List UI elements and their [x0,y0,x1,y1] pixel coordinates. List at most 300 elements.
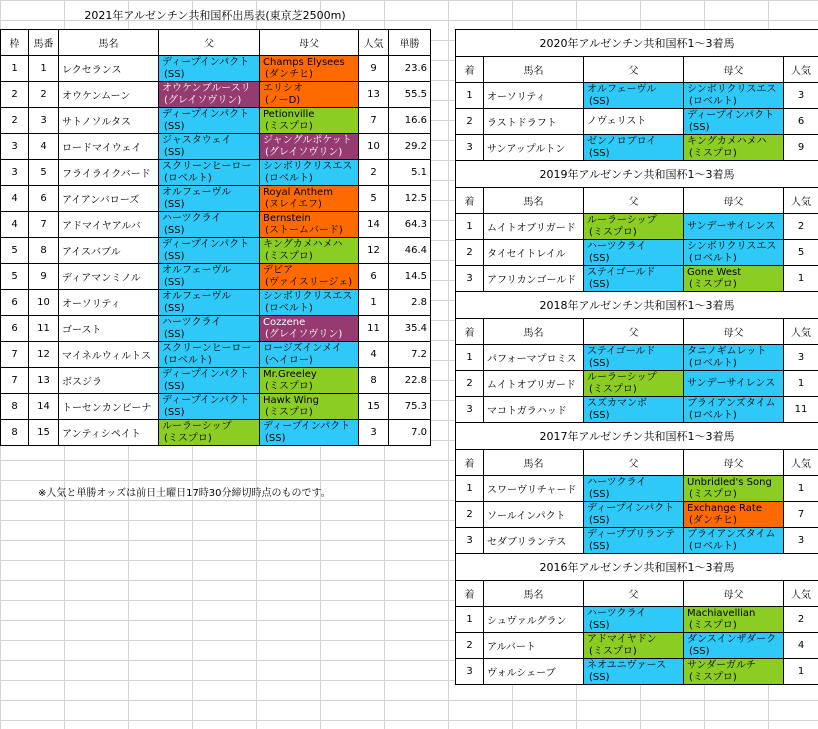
sire-cell [584,607,684,633]
past-header-row [456,581,818,607]
win-odds-cell: 46.4 [389,238,431,264]
past-header-horse-name: 馬名 [484,319,584,345]
broodmare-sire-cell [684,214,784,240]
sire-cell [159,368,260,394]
broodmare-sire-cell-line2: (ミスプロ) [689,671,737,683]
umaban-cell: 3 [29,108,59,134]
sire-cell-line2: (SS) [589,540,610,552]
finish-cell: 1 [456,476,484,502]
sire-cell [159,134,260,160]
entry-row [1,134,431,160]
year-title-row [456,423,818,450]
win-odds-cell: 23.6 [389,56,431,82]
sire-cell-line2: (SS) [164,224,185,236]
broodmare-sire-cell-line1: ダンスインザダーク [687,633,777,645]
broodmare-sire-cell-line1: ジャングルポケット [263,134,352,146]
past-header-sire: 父 [584,57,684,83]
popularity-cell: 3 [359,420,389,446]
sire-cell-line2: (SS) [164,198,185,210]
broodmare-sire-cell-line1: デビア [263,264,293,276]
umaban-cell: 9 [29,264,59,290]
sire-cell [159,264,260,290]
race-card-table [0,29,431,446]
broodmare-sire-cell [684,266,784,292]
broodmare-sire-cell [684,135,784,161]
popularity-cell: 11 [784,397,818,423]
sire-cell-line2: (ミスプロ) [589,383,637,395]
sire-cell-line2: (SS) [589,278,610,290]
race-card-body [1,56,431,446]
sire-cell-line2: (ミスプロ) [589,226,637,238]
year-title: 2017年アルゼンチン共和国杯1〜3着馬 [456,423,818,450]
sire-cell [159,420,260,446]
broodmare-sire-cell-line1: Machiavellian [687,607,756,619]
horse-name-cell: サトノソルタス [59,108,159,134]
umaban-cell: 11 [29,316,59,342]
broodmare-sire-cell-line2: (ミスプロ) [689,147,737,159]
past-header-finish: 着 [456,581,484,607]
horse-name-cell: ディアマンミノル [59,264,159,290]
sire-cell-line2: (SS) [589,357,610,369]
finish-cell: 3 [456,135,484,161]
sire-cell [584,476,684,502]
sire-cell-line2: (SS) [589,252,610,264]
past-header-broodmare-sire: 母父 [684,188,784,214]
year-title: 2019年アルゼンチン共和国杯1〜3着馬 [456,161,818,188]
sire-cell [584,109,684,135]
past-result-row [456,240,818,266]
sire-cell-line2: (SS) [164,68,185,80]
sire-cell-line1: ルーラーシップ [162,420,232,432]
broodmare-sire-cell-line1: シンボリクリスエス [687,240,777,252]
sire-cell-line2: (SS) [164,276,185,288]
sire-cell-line2: (ロベルト) [164,354,212,366]
broodmare-sire-cell [684,345,784,371]
past-result-row [456,83,818,109]
broodmare-sire-cell [684,502,784,528]
past-header-row [456,57,818,83]
sire-cell [159,316,260,342]
header-horse-name: 馬名 [59,30,159,56]
broodmare-sire-cell-line1: Hawk Wing [263,394,319,406]
horse-name-cell: アルバート [484,633,584,659]
broodmare-sire-cell-line1: Unbridled's Song [687,476,772,488]
past-header-popularity: 人気 [784,450,818,476]
past-header-popularity: 人気 [784,319,818,345]
finish-cell: 2 [456,109,484,135]
sire-cell-line2: (SS) [589,619,610,631]
win-odds-cell: 75.3 [389,394,431,420]
sire-cell-line2: (SS) [164,146,185,158]
win-odds-cell: 12.5 [389,186,431,212]
broodmare-sire-cell [260,368,359,394]
horse-name-cell: ムイトオブリガード [484,371,584,397]
popularity-cell: 2 [784,214,818,240]
past-header-row [456,319,818,345]
waku-cell: 5 [1,238,29,264]
header-popularity: 人気 [359,30,389,56]
broodmare-sire-cell-line1: キングカメハメハ [263,238,343,250]
broodmare-sire-cell [260,160,359,186]
sire-cell [159,186,260,212]
waku-cell: 6 [1,290,29,316]
broodmare-sire-cell [684,83,784,109]
horse-name-cell: トーセンカンビーナ [59,394,159,420]
horse-name-cell: マコトガラハッド [484,397,584,423]
sire-cell [584,633,684,659]
popularity-cell: 15 [359,394,389,420]
past-result-row [456,135,818,161]
entry-row [1,108,431,134]
win-odds-cell: 22.8 [389,368,431,394]
popularity-cell: 11 [359,316,389,342]
broodmare-sire-cell-line1: ブライアンズタイム [687,397,776,409]
race-card-header-row [1,30,431,56]
broodmare-sire-cell [260,212,359,238]
broodmare-sire-cell [260,420,359,446]
horse-name-cell: パフォーマプロミス [484,345,584,371]
broodmare-sire-cell [260,134,359,160]
past-result-row [456,109,818,135]
sire-cell-line1: オルフェーヴル [162,186,232,198]
entry-row [1,420,431,446]
broodmare-sire-cell [684,371,784,397]
sire-cell-line2: (SS) [589,147,610,159]
broodmare-sire-cell-line2: (ロベルト) [265,302,313,314]
broodmare-sire-cell-line2: (ロベルト) [689,357,737,369]
umaban-cell: 7 [29,212,59,238]
finish-cell: 3 [456,266,484,292]
sire-cell [584,83,684,109]
win-odds-cell: 7.0 [389,420,431,446]
broodmare-sire-cell-line1: ディープインパクト [687,109,775,121]
broodmare-sire-cell [684,109,784,135]
finish-cell: 3 [456,659,484,685]
waku-cell: 1 [1,56,29,82]
broodmare-sire-cell-line2: (SS) [689,645,710,657]
horse-name-cell: アンティシペイト [59,420,159,446]
broodmare-sire-cell-line2: (ヘイロー) [265,354,313,366]
horse-name-cell: オウケンムーン [59,82,159,108]
header-waku: 枠 [1,30,29,56]
year-title: 2020年アルゼンチン共和国杯1〜3着馬 [456,30,818,57]
past-result-row [456,371,818,397]
entry-row [1,238,431,264]
sire-cell-line1: ディープインパクト [162,394,250,406]
sire-cell-line1: オルフェーヴル [162,264,232,276]
broodmare-sire-cell-line2: (ストームバード) [265,224,343,236]
finish-cell: 2 [456,240,484,266]
horse-name-cell: ゴースト [59,316,159,342]
broodmare-sire-cell-line1: エリシオ [263,82,303,94]
broodmare-sire-cell-line1: Royal Anthem [263,186,333,198]
horse-name-cell: ロードマイウェイ [59,134,159,160]
broodmare-sire-cell-line2: (SS) [689,121,710,133]
broodmare-sire-cell-line1: Petionville [263,108,315,120]
waku-cell: 3 [1,134,29,160]
popularity-cell: 6 [784,109,818,135]
popularity-cell: 1 [784,659,818,685]
broodmare-sire-cell-line2: (ミスプロ) [265,406,313,418]
past-result-row [456,397,818,423]
sire-cell-line1: オルフェーヴル [587,83,657,95]
broodmare-sire-cell [260,264,359,290]
win-odds-cell: 7.2 [389,342,431,368]
broodmare-sire-cell [684,633,784,659]
broodmare-sire-cell [684,659,784,685]
header-win-odds: 単勝 [389,30,431,56]
popularity-cell: 5 [359,186,389,212]
popularity-cell: 9 [359,56,389,82]
sire-cell-line2: (SS) [589,671,610,683]
horse-name-cell: アイアンバローズ [59,186,159,212]
horse-name-cell: オーソリティ [484,83,584,109]
umaban-cell: 13 [29,368,59,394]
waku-cell: 4 [1,212,29,238]
sire-cell [159,212,260,238]
sire-cell-line1: ディープインパクト [162,108,250,120]
broodmare-sire-cell [260,82,359,108]
broodmare-sire-cell-line2: (グレイソヴリン) [265,146,343,158]
popularity-cell: 3 [784,345,818,371]
win-odds-cell: 14.5 [389,264,431,290]
sire-cell-line1: ゼンノロブロイ [587,135,657,147]
sire-cell-line1: オルフェーヴル [162,290,232,302]
broodmare-sire-cell-line1: キングカメハメハ [687,135,767,147]
broodmare-sire-cell-line2: (ダンチヒ) [265,68,313,80]
race-card-title: 2021年アルゼンチン共和国杯出馬表(東京芝2500m) [84,9,346,22]
past-result-row [456,345,818,371]
sire-cell-line1: ディープインパクト [162,56,250,68]
popularity-cell: 4 [359,342,389,368]
finish-cell: 3 [456,397,484,423]
sire-cell [159,108,260,134]
past-header-finish: 着 [456,319,484,345]
popularity-cell: 1 [784,371,818,397]
popularity-cell: 13 [359,82,389,108]
sire-cell-line1: スズカマンボ [587,397,647,409]
entry-row [1,394,431,420]
sire-cell-line1: ネオユニヴァース [587,659,666,671]
sire-cell-line2: (SS) [589,514,610,526]
broodmare-sire-cell-line2: (ロベルト) [689,95,737,107]
sire-cell-line1: ルーラーシップ [587,371,657,383]
popularity-cell: 1 [784,476,818,502]
umaban-cell: 12 [29,342,59,368]
entry-row [1,316,431,342]
broodmare-sire-cell-line2: (ミスプロ) [689,278,737,290]
sire-cell-line1: ハーツクライ [162,316,222,328]
sire-cell [159,82,260,108]
umaban-cell: 5 [29,160,59,186]
popularity-cell: 9 [784,135,818,161]
sire-cell-line1: ディープインパクト [162,238,250,250]
broodmare-sire-cell-line2: (ノーD) [265,94,301,106]
past-results-body [456,30,818,685]
entry-row [1,82,431,108]
waku-cell: 8 [1,394,29,420]
horse-name-cell: アイスバブル [59,238,159,264]
sire-cell [584,528,684,554]
past-header-popularity: 人気 [784,188,818,214]
sire-cell-line1: オウケンブルースリ [162,82,251,94]
sire-cell [159,56,260,82]
year-title: 2016年アルゼンチン共和国杯1〜3着馬 [456,554,818,581]
sire-cell [584,135,684,161]
broodmare-sire-cell-line1: ロージズインメイ [263,342,342,354]
past-header-finish: 着 [456,57,484,83]
past-header-broodmare-sire: 母父 [684,450,784,476]
horse-name-cell: レクセランス [59,56,159,82]
sire-cell-line1: スクリーンヒーロー [162,160,252,172]
past-result-row [456,214,818,240]
sire-cell-line1: ハーツクライ [162,212,222,224]
broodmare-sire-cell [260,316,359,342]
horse-name-cell: シュヴァルグラン [484,607,584,633]
sire-cell-line2: (SS) [164,380,185,392]
entry-row [1,264,431,290]
year-title-row [456,554,818,581]
finish-cell: 1 [456,214,484,240]
win-odds-cell: 55.5 [389,82,431,108]
umaban-cell: 4 [29,134,59,160]
broodmare-sire-cell [260,290,359,316]
umaban-cell: 2 [29,82,59,108]
horse-name-cell: セダブリランテス [484,528,584,554]
sire-cell-line2: (SS) [164,406,185,418]
sire-cell-line1: ディープインパクト [587,502,675,514]
broodmare-sire-cell [684,528,784,554]
broodmare-sire-cell [684,476,784,502]
umaban-cell: 15 [29,420,59,446]
odds-note: ※人気と単勝オッズは前日土曜日17時30分締切時点のものです。 [38,488,331,499]
past-header-sire: 父 [584,450,684,476]
waku-cell: 6 [1,316,29,342]
broodmare-sire-cell-line2: (ミスプロ) [265,250,313,262]
popularity-cell: 2 [359,160,389,186]
broodmare-sire-cell [260,342,359,368]
win-odds-cell: 64.3 [389,212,431,238]
sire-cell-line1: ジャスタウェイ [162,134,232,146]
umaban-cell: 8 [29,238,59,264]
sire-cell-line2: (SS) [164,302,185,314]
past-result-row [456,476,818,502]
entry-row [1,212,431,238]
broodmare-sire-cell-line2: (ロベルト) [689,409,737,421]
sire-cell [584,371,684,397]
sire-cell [159,238,260,264]
popularity-cell: 7 [784,502,818,528]
broodmare-sire-cell-line1: Gone West [687,266,742,278]
waku-cell: 4 [1,186,29,212]
year-title-row [456,161,818,188]
entry-row [1,368,431,394]
past-header-popularity: 人気 [784,57,818,83]
waku-cell: 7 [1,342,29,368]
win-odds-cell: 29.2 [389,134,431,160]
broodmare-sire-cell-line2: (ロベルト) [265,172,313,184]
finish-cell: 1 [456,345,484,371]
horse-name-cell: アフリカンゴールド [484,266,584,292]
sire-cell [159,342,260,368]
broodmare-sire-cell-line1: Bernstein [263,212,311,224]
horse-name-cell: ラストドラフト [484,109,584,135]
sire-cell [584,659,684,685]
year-title: 2018年アルゼンチン共和国杯1〜3着馬 [456,292,818,319]
sire-cell-line2: (ミスプロ) [164,432,212,444]
popularity-cell: 5 [784,240,818,266]
popularity-cell: 2 [784,607,818,633]
broodmare-sire-cell-line2: (ミスプロ) [265,380,313,392]
sire-cell-line1: ディープブリランテ [587,528,676,540]
sire-cell-line2: (ロベルト) [164,172,212,184]
sire-cell-line1: ステイゴールド [587,266,656,278]
popularity-cell: 1 [784,266,818,292]
popularity-cell: 14 [359,212,389,238]
waku-cell: 8 [1,420,29,446]
finish-cell: 2 [456,502,484,528]
broodmare-sire-cell-line1: シンボリクリスエス [263,160,353,172]
finish-cell: 2 [456,371,484,397]
past-result-row [456,633,818,659]
umaban-cell: 14 [29,394,59,420]
broodmare-sire-cell-line2: (SS) [265,432,286,444]
horse-name-cell: ヴォルシェーブ [484,659,584,685]
entry-row [1,160,431,186]
broodmare-sire-cell-line1: サンデーサイレンス [687,377,776,389]
past-header-broodmare-sire: 母父 [684,57,784,83]
broodmare-sire-cell-line2: (ミスプロ) [689,619,737,631]
sire-cell-line1: ルーラーシップ [587,214,657,226]
entry-row [1,56,431,82]
sire-cell-line2: (ミスプロ) [589,645,637,657]
finish-cell: 1 [456,607,484,633]
broodmare-sire-cell [260,56,359,82]
broodmare-sire-cell [684,240,784,266]
horse-name-cell: オーソリティ [59,290,159,316]
sire-cell [584,397,684,423]
horse-name-cell: ムイトオブリガード [484,214,584,240]
sire-cell [584,214,684,240]
past-header-broodmare-sire: 母父 [684,319,784,345]
horse-name-cell: マイネルウィルトス [59,342,159,368]
entry-row [1,186,431,212]
broodmare-sire-cell-line1: シンボリクリスエス [687,83,777,95]
win-odds-cell: 16.6 [389,108,431,134]
finish-cell: 3 [456,528,484,554]
header-sire: 父 [159,30,260,56]
popularity-cell: 3 [784,83,818,109]
finish-cell: 2 [456,633,484,659]
horse-name-cell: スワーヴリチャード [484,476,584,502]
sire-cell [159,394,260,420]
broodmare-sire-cell-line1: Exchange Rate [687,502,762,514]
past-header-sire: 父 [584,319,684,345]
past-header-horse-name: 馬名 [484,188,584,214]
sire-cell [159,160,260,186]
sire-cell [159,290,260,316]
past-result-row [456,659,818,685]
broodmare-sire-cell-line2: (ヴァイスリージェ) [265,276,353,288]
past-header-row [456,188,818,214]
year-title-row [456,292,818,319]
sire-cell-line2: (SS) [164,120,185,132]
past-header-broodmare-sire: 母父 [684,581,784,607]
waku-cell: 2 [1,108,29,134]
broodmare-sire-cell [684,397,784,423]
broodmare-sire-cell-line1: Mr.Greeley [263,368,317,380]
past-results-table [455,29,818,685]
